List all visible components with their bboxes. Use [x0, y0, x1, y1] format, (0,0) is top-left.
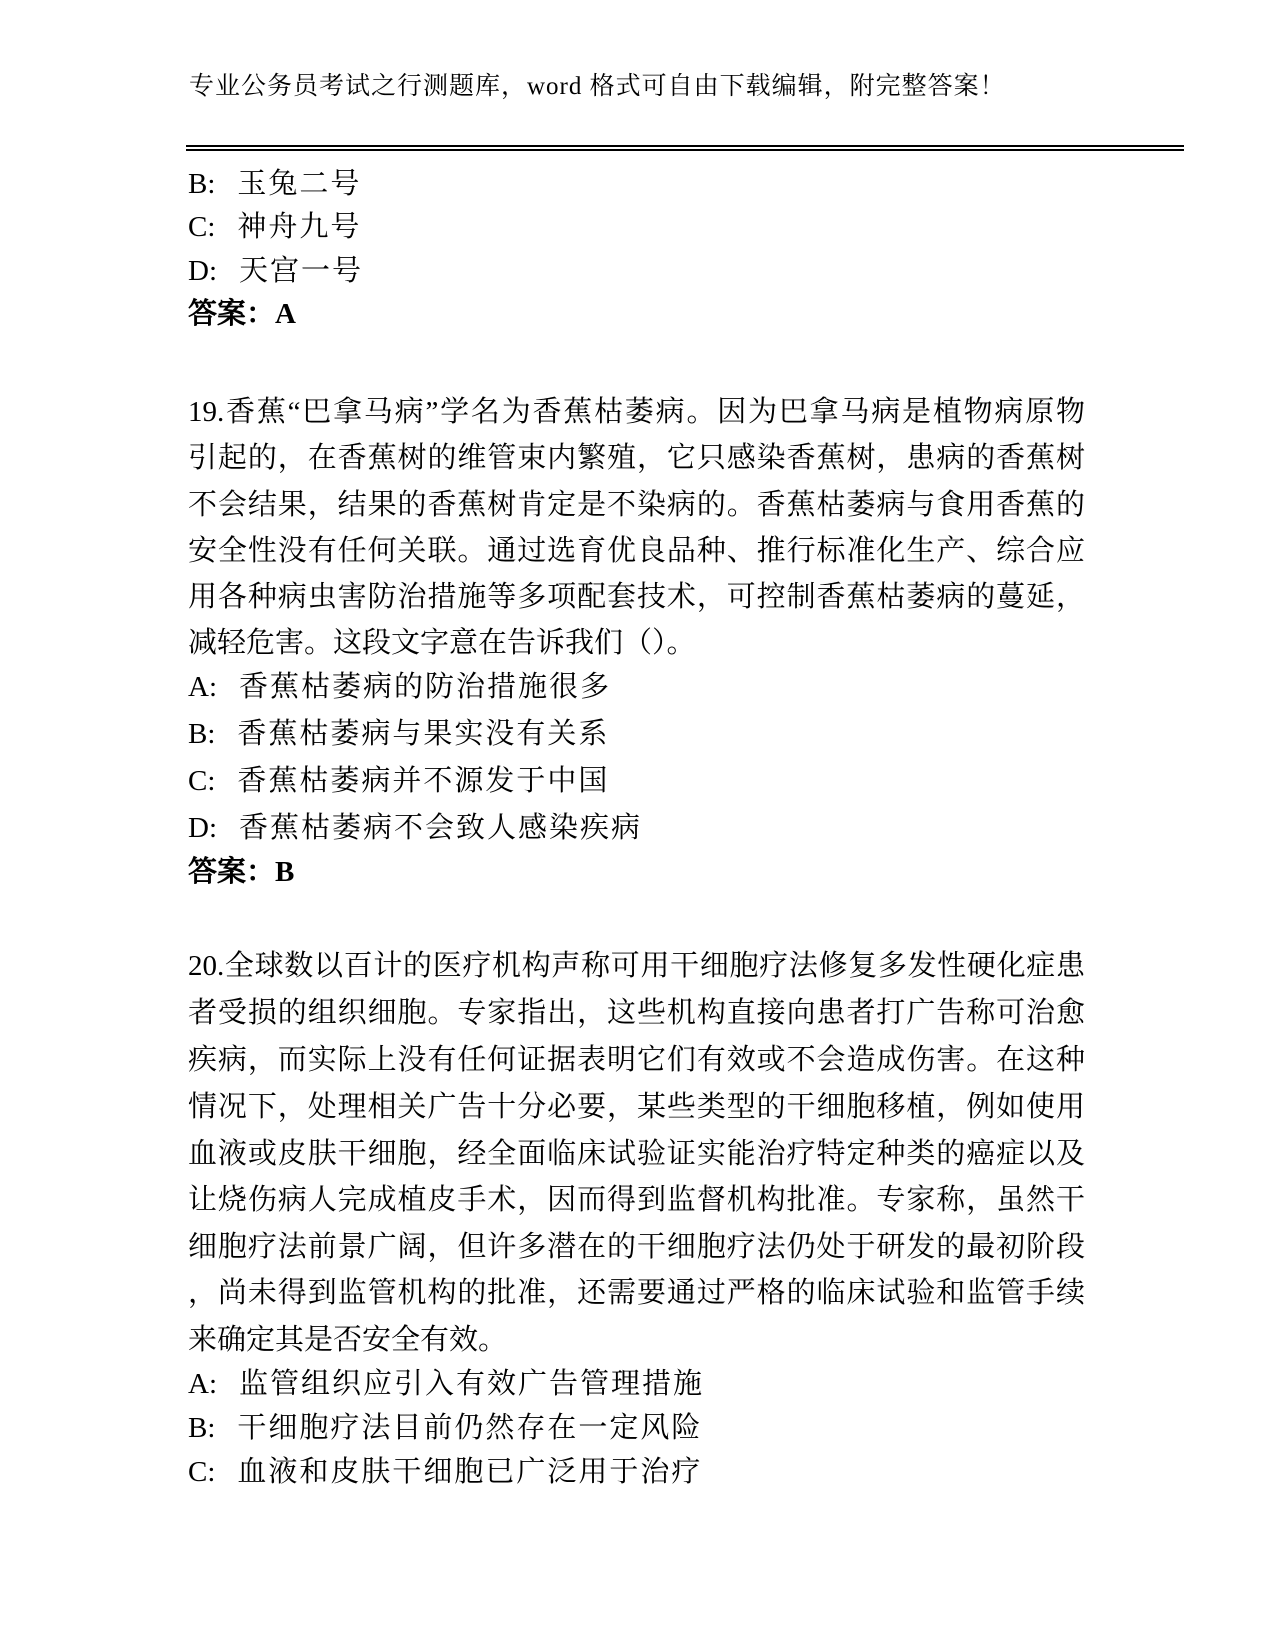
question-text-line: 情况下，处理相关广告十分必要，某些类型的干细胞移植，例如使用: [188, 1091, 1085, 1123]
option-text: 香蕉枯萎病的防治措施很多: [239, 671, 612, 703]
option-text: 监管组织应引入有效广告管理措施: [239, 1368, 705, 1400]
option-row: [188, 718, 609, 750]
option-row: [188, 1368, 704, 1400]
question-text-line: 不会结果，结果的香蕉树肯定是不染病的。香蕉枯萎病与食用香蕉的: [188, 489, 1085, 521]
question-text-line: 20.全球数以百计的医疗机构声称可用干细胞疗法修复多发性硬化症患: [188, 950, 1085, 982]
option-letter: C:: [188, 1456, 216, 1488]
question-text-line: 细胞疗法前景广阔，但许多潜在的干细胞疗法仍处于研发的最初阶段: [188, 1231, 1085, 1263]
option-row: [188, 671, 611, 703]
question-text-line: 来确定其是否安全有效。: [188, 1324, 508, 1356]
option-letter: B:: [188, 168, 216, 200]
option-text: 血液和皮肤干细胞已广泛用于治疗: [237, 1456, 703, 1488]
answer-row: [188, 856, 294, 888]
option-text: 神舟九号: [237, 211, 362, 243]
question-text-line: 19.香蕉“巴拿马病”学名为香蕉枯萎病。因为巴拿马病是植物病原物: [188, 396, 1085, 428]
question-text-line: 减轻危害。这段文字意在告诉我们（）。: [188, 627, 696, 659]
answer-row: [188, 298, 296, 330]
option-letter: C:: [188, 211, 216, 243]
header-divider-rule: [186, 145, 1184, 151]
option-letter: B:: [188, 718, 216, 750]
answer-value: A: [275, 298, 296, 330]
option-row: [188, 1412, 702, 1444]
question-text-line: ，尚未得到监管机构的批准，还需要通过严格的临床试验和监管手续: [188, 1277, 1085, 1309]
answer-label: 答案：: [188, 856, 276, 888]
option-text: 香蕉枯萎病不会致人感染疾病: [239, 812, 643, 844]
option-row: [188, 1456, 702, 1488]
question-text-line: 血液或皮肤干细胞，经全面临床试验证实能治疗特定种类的癌症以及: [188, 1138, 1085, 1170]
answer-label: 答案：: [188, 298, 276, 330]
option-row: [188, 812, 642, 844]
option-text: 玉兔二号: [237, 168, 362, 200]
option-letter: D:: [188, 255, 217, 287]
option-row: [188, 168, 361, 200]
question-text-line: 用各种病虫害防治措施等多项配套技术，可控制香蕉枯萎病的蔓延，: [188, 581, 1085, 613]
answer-value: B: [275, 856, 295, 888]
question-text-line: 让烧伤病人完成植皮手术，因而得到监督机构批准。专家称，虽然干: [188, 1184, 1085, 1216]
question-text-line: 安全性没有任何关联。通过选育优良品种、推行标准化生产、综合应: [188, 535, 1085, 567]
option-text: 天宫一号: [239, 255, 364, 287]
option-row: [188, 211, 361, 243]
option-letter: B:: [188, 1412, 216, 1444]
option-row: [188, 765, 609, 797]
question-text-line: 引起的，在香蕉树的维管束内繁殖，它只感染香蕉树，患病的香蕉树: [188, 442, 1085, 474]
option-row: [188, 255, 363, 287]
option-text: 香蕉枯萎病与果实没有关系: [237, 718, 610, 750]
option-letter: D:: [188, 812, 217, 844]
question-text-line: 者受损的组织细胞。专家指出，这些机构直接向患者打广告称可治愈: [188, 997, 1085, 1029]
question-text-line: 疾病，而实际上没有任何证据表明它们有效或不会造成伤害。在这种: [188, 1044, 1085, 1076]
option-text: 干细胞疗法目前仍然存在一定风险: [237, 1412, 703, 1444]
option-letter: A:: [188, 1368, 217, 1400]
option-text: 香蕉枯萎病并不源发于中国: [237, 765, 610, 797]
option-letter: C:: [188, 765, 216, 797]
option-letter: A:: [188, 671, 217, 703]
page-header-title: 专业公务员考试之行测题库，word 格式可自由下载编辑，附完整答案！: [189, 73, 1006, 100]
